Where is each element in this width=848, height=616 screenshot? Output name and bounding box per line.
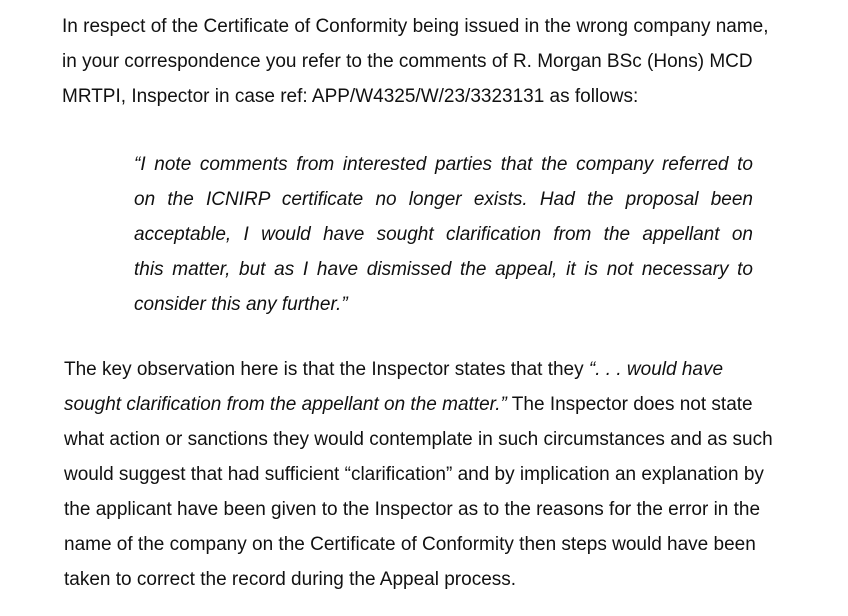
quote-line: consider this any further.” <box>134 294 348 315</box>
body-line <box>64 352 773 387</box>
intro-line: in your correspondence you refer to the comments of R. Morgan BSc (Hons) MCD <box>62 51 753 72</box>
body-line: name of the company on the Certificate of Conformity then steps would have been <box>64 534 756 555</box>
body-quote-text: sought clarification from the appellant on the matter.” <box>64 394 507 415</box>
body-line: the applicant have been given to the Inspector as to the reasons for the error in the <box>64 499 761 520</box>
body-text: The Inspector does not state <box>506 394 753 415</box>
body-line: would suggest that had sufficient “clarification” and by implication an explanation by <box>64 464 764 485</box>
inspector-quote <box>134 147 753 322</box>
intro-line: MRTPI, Inspector in case ref: APP/W4325/W/23/3323131 as follows: <box>62 86 639 107</box>
body-line: what action or sanctions they would contemplate in such circumstances and as such <box>64 429 773 450</box>
quote-line: this matter, but as I have dismissed the appeal, it is not necessary to <box>134 259 753 280</box>
intro-line: In respect of the Certificate of Conformity being issued in the wrong company name, <box>62 16 769 37</box>
body-quote-text: “. . . would have <box>588 359 724 380</box>
quote-line: acceptable, I would have sought clarification from the appellant on <box>134 224 753 245</box>
body-line <box>64 387 773 422</box>
body-line: taken to correct the record during the Appeal process. <box>64 569 517 590</box>
body-text: The key observation here is that the Inspector states that they <box>64 359 589 380</box>
quote-line: on the ICNIRP certificate no longer exists. Had the proposal been <box>134 189 753 210</box>
observation-paragraph <box>64 352 773 597</box>
intro-paragraph <box>62 9 769 114</box>
quote-line: “I note comments from interested parties that the company referred to <box>134 154 753 175</box>
